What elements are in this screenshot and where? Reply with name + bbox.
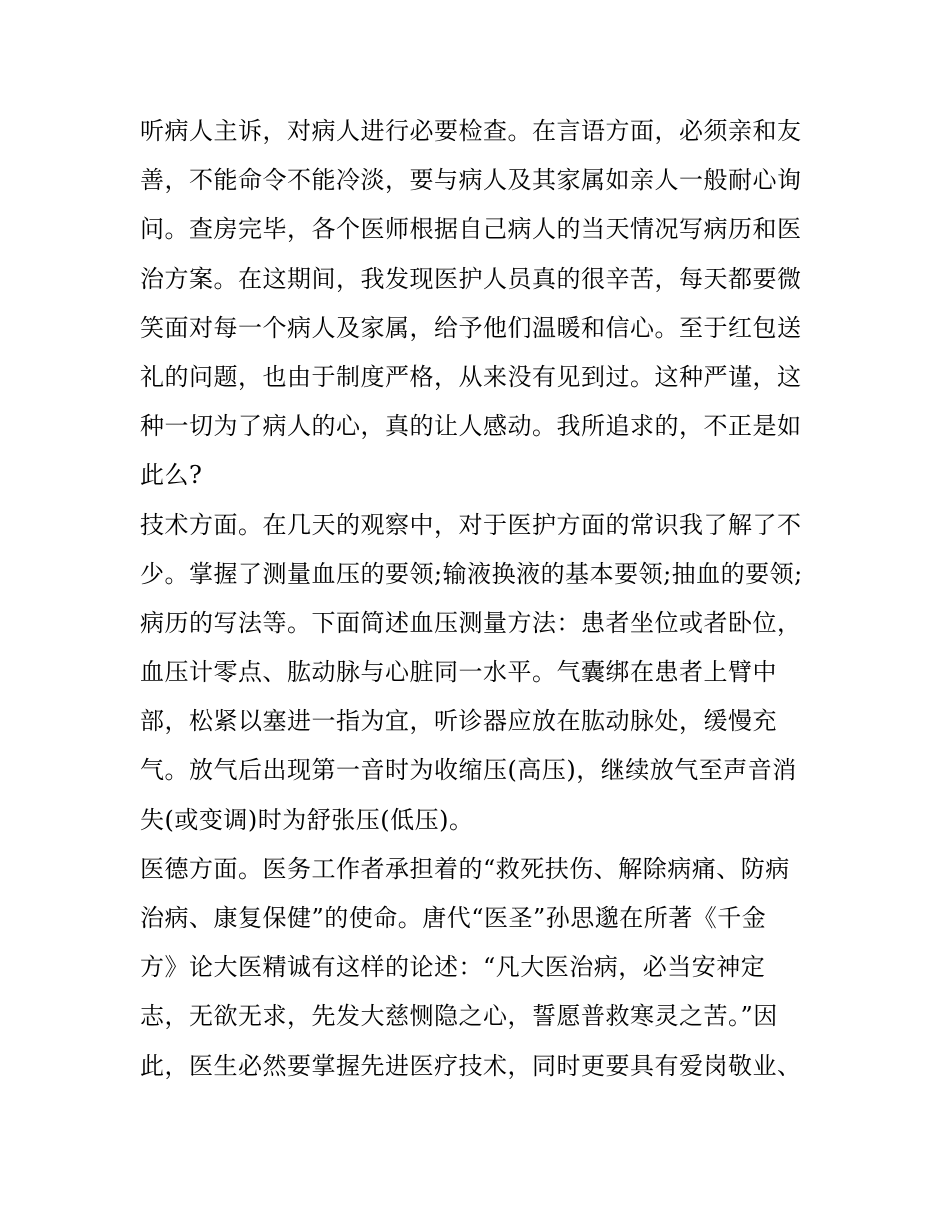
text-line: 技术方面。在几天的观察中，对于医护方面的常识我了解了不: [140, 510, 802, 539]
text-line: 此，医生必然要掌握先进医疗技术，同时更要具有爱岗敬业、: [140, 1051, 802, 1080]
text-line: 种一切为了病人的心，真的让人感动。我所追求的，不正是如: [140, 412, 802, 441]
text-line: 气。放气后出现第一音时为收缩压(高压)，继续放气至声音消: [140, 756, 797, 785]
text-line: 少。掌握了测量血压的要领;输液换液的基本要领;抽血的要领;: [140, 559, 803, 588]
text-line: 问。查房完毕，各个医师根据自己病人的当天情况写病历和医: [140, 215, 802, 244]
text-line: 医德方面。医务工作者承担着的“救死扶伤、解除病痛、防病: [140, 854, 790, 883]
text-line: 失(或变调)时为舒张压(低压)。: [140, 805, 474, 834]
text-line: 治病、康复保健”的使命。唐代“医圣”孙思邈在所著《千金: [140, 904, 767, 932]
text-line: 善，不能命令不能冷淡，要与病人及其家属如亲人一般耐心询: [140, 166, 802, 195]
text-line: 志，无欲无求，先发大慈恻隐之心，誓愿普救寒灵之苦。”因: [140, 1002, 778, 1031]
text-line: 听病人主诉，对病人进行必要检查。在言语方面，必须亲和友: [140, 117, 802, 145]
text-line: 此么?: [140, 461, 203, 490]
text-line: 病历的写法等。下面简述血压测量方法：患者坐位或者卧位，: [140, 608, 802, 637]
text-line: 礼的问题，也由于制度严格，从来没有见到过。这种严谨，这: [140, 362, 802, 391]
text-line: 血压计零点、肱动脉与心脏同一水平。气囊绑在患者上臂中: [140, 658, 777, 687]
document-body: [140, 107, 830, 1091]
text-line: 方》论大医精诚有这样的论述：“凡大医治病，必当安神定: [140, 953, 766, 982]
text-line: 笑面对每一个病人及家属，给予他们温暖和信心。至于红包送: [140, 313, 802, 342]
text-line: 部，松紧以塞进一指为宜，听诊器应放在肱动脉处，缓慢充: [140, 707, 777, 736]
text-line: 治方案。在这期间，我发现医护人员真的很辛苦，每天都要微: [140, 264, 802, 293]
